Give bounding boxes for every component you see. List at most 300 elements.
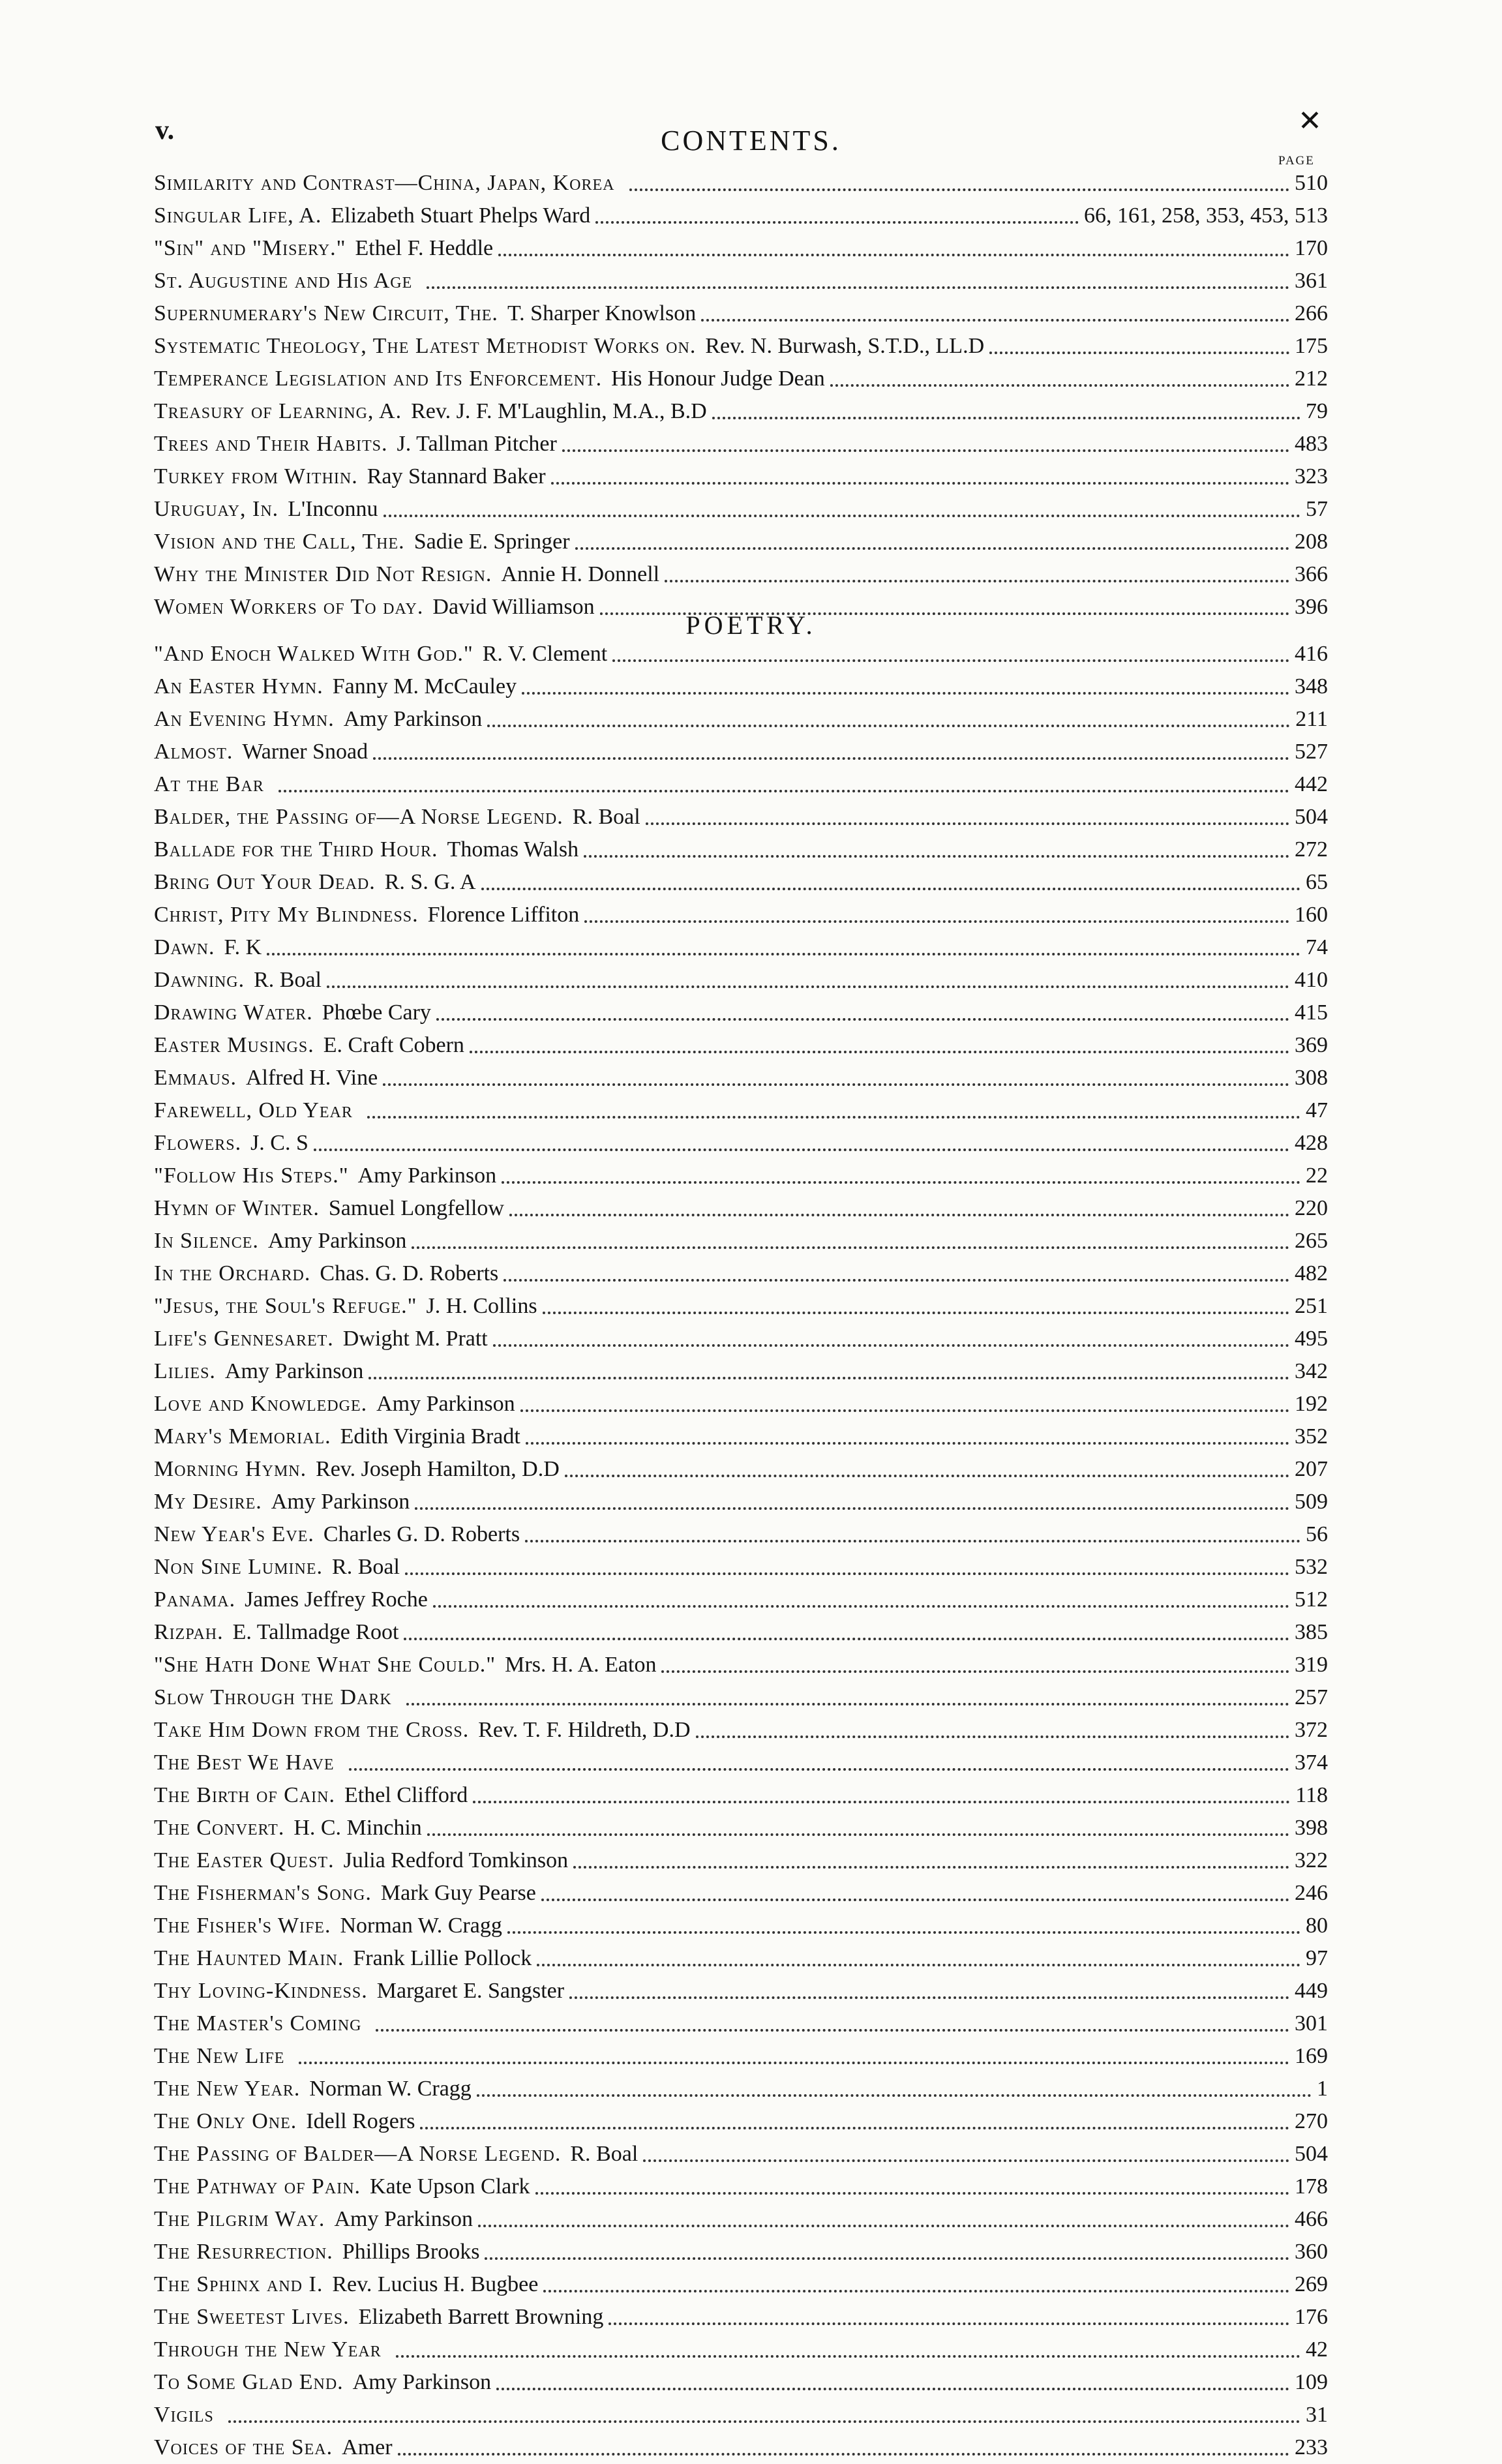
dot-leader	[537, 1964, 1300, 1966]
toc-entry	[154, 1747, 1328, 1779]
entry-page-number: 270	[1295, 2109, 1328, 2133]
toc-entry	[154, 167, 1328, 200]
entry-title: The New Life	[154, 2044, 285, 2068]
entry-title: Voices of the Sea.	[154, 2435, 333, 2459]
entry-page-number: 74	[1306, 935, 1328, 959]
entry-author: Rev. T. F. Hildreth, D.D	[478, 1718, 691, 1742]
toc-entry	[154, 1584, 1328, 1616]
toc-entry	[154, 1486, 1328, 1518]
entry-page-number: 65	[1306, 870, 1328, 894]
toc-entry	[154, 1551, 1328, 1584]
dot-leader	[646, 822, 1289, 825]
dot-leader	[478, 2225, 1289, 2227]
entry-author: F. K	[224, 935, 262, 959]
entry-title: Trees and Their Habits.	[154, 432, 388, 456]
entry-title: Thy Loving-Kindness.	[154, 1979, 368, 2003]
dot-leader	[661, 1670, 1289, 1673]
entry-page-number: 22	[1306, 1164, 1328, 1188]
toc-entry	[154, 2040, 1328, 2073]
entry-page-number: 410	[1295, 968, 1328, 992]
entry-author: Mark Guy Pearse	[380, 1881, 536, 1905]
toc-entry	[154, 1877, 1328, 1910]
entry-page-number: 176	[1295, 2305, 1328, 2329]
entry-page-number: 342	[1295, 1359, 1328, 1383]
entry-title: Rizpah.	[154, 1620, 224, 1644]
volume-number: v.	[155, 115, 175, 145]
dot-leader	[473, 1801, 1290, 1803]
entry-author: Norman W. Cragg	[309, 2077, 472, 2101]
toc-entry	[154, 363, 1328, 395]
toc-entry	[154, 558, 1328, 591]
entry-page-number: 416	[1295, 642, 1328, 666]
toc-entry	[154, 1355, 1328, 1388]
entry-author: J. Tallman Pitcher	[397, 432, 557, 456]
entry-page-number: 483	[1295, 432, 1328, 456]
entry-author: Ethel Clifford	[344, 1783, 468, 1807]
entry-title: Drawing Water.	[154, 1000, 313, 1025]
entry-author: Amy Parkinson	[357, 1164, 497, 1188]
entry-author: Samuel Longfellow	[328, 1196, 504, 1220]
entry-author: J. C. S	[250, 1131, 308, 1155]
poetry-contents-list	[154, 638, 1328, 2464]
dot-leader	[584, 855, 1289, 858]
entry-title: Dawning.	[154, 968, 245, 992]
entry-title: Lilies.	[154, 1359, 216, 1383]
entry-title: Take Him Down from the Cross.	[154, 1718, 470, 1742]
dot-leader	[502, 1181, 1300, 1184]
toc-entry	[154, 1192, 1328, 1225]
entry-author: Amy Parkinson	[376, 1392, 515, 1416]
toc-entry	[154, 460, 1328, 493]
dot-leader	[565, 1475, 1289, 1477]
entry-title: The Haunted Main.	[154, 1946, 344, 1970]
toc-entry	[154, 899, 1328, 931]
entry-page-number: 398	[1295, 1816, 1328, 1840]
toc-entry	[154, 330, 1328, 363]
dot-leader	[487, 725, 1290, 727]
dot-leader	[503, 1279, 1289, 1282]
toc-entry	[154, 1942, 1328, 1975]
entry-page-number: 385	[1295, 1620, 1328, 1644]
dot-leader	[278, 790, 1289, 792]
entry-page-number: 301	[1295, 2011, 1328, 2036]
dot-leader	[643, 2159, 1289, 2162]
entry-author: Amy Parkinson	[224, 1359, 364, 1383]
entry-title: In the Orchard.	[154, 1261, 311, 1285]
dot-leader	[427, 286, 1289, 289]
toc-entry	[154, 2431, 1328, 2464]
entry-page-number: 265	[1295, 1229, 1328, 1253]
entry-title: "Jesus, the Soul's Refuge."	[154, 1294, 417, 1318]
toc-entry	[154, 2073, 1328, 2105]
entry-page-number: 97	[1306, 1946, 1328, 1970]
dot-leader	[412, 1246, 1289, 1249]
entry-page-number: 442	[1295, 772, 1328, 796]
toc-entry	[154, 2203, 1328, 2236]
dot-leader	[696, 1735, 1289, 1738]
toc-entry	[154, 2007, 1328, 2040]
toc-entry	[154, 768, 1328, 801]
entry-page-number: 352	[1295, 1424, 1328, 1449]
toc-entry	[154, 736, 1328, 768]
entry-page-number: 57	[1306, 497, 1328, 521]
entry-author: Rev. Lucius H. Bugbee	[332, 2272, 539, 2296]
dot-leader	[427, 1833, 1289, 1836]
entry-title: Flowers.	[154, 1131, 242, 1155]
toc-entry	[154, 2236, 1328, 2268]
dot-leader	[551, 482, 1289, 485]
entry-title: Vigils	[154, 2403, 214, 2427]
toc-entry	[154, 964, 1328, 997]
entry-page-number: 372	[1295, 1718, 1328, 1742]
toc-entry	[154, 1257, 1328, 1290]
entry-page-number: 257	[1295, 1685, 1328, 1709]
toc-entry	[154, 1453, 1328, 1486]
entry-title: Almost.	[154, 740, 233, 764]
entry-title: Vision and the Call, The.	[154, 530, 405, 554]
dot-leader	[368, 1377, 1289, 1379]
entry-page-number: 348	[1295, 674, 1328, 699]
toc-entry	[154, 1649, 1328, 1681]
entry-title: Emmaus.	[154, 1066, 237, 1090]
entry-title: Dawn.	[154, 935, 215, 959]
entry-author: His Honour Judge Dean	[611, 367, 825, 391]
entry-page-number: 504	[1295, 2142, 1328, 2166]
dot-leader	[526, 1442, 1289, 1445]
toc-entry	[154, 866, 1328, 899]
toc-entry	[154, 2399, 1328, 2431]
entry-title: My Desire.	[154, 1490, 262, 1514]
entry-page-number: 323	[1295, 464, 1328, 488]
dot-leader	[575, 547, 1289, 550]
entry-title: "And Enoch Walked With God."	[154, 642, 473, 666]
entry-title: Uruguay, In.	[154, 497, 279, 521]
entry-title: Systematic Theology, The Latest Methodist Works on.	[154, 334, 697, 358]
dot-leader	[665, 580, 1289, 582]
toc-entry	[154, 232, 1328, 265]
entry-title: An Evening Hymn.	[154, 707, 335, 731]
entry-title: To Some Glad End.	[154, 2370, 344, 2394]
toc-entry	[154, 2334, 1328, 2366]
toc-entry	[154, 1062, 1328, 1094]
entry-title: The Fisherman's Song.	[154, 1881, 372, 1905]
entry-author: R. Boal	[572, 805, 640, 829]
dot-leader	[573, 1866, 1289, 1869]
entry-page-number: 360	[1295, 2240, 1328, 2264]
entry-author: Idell Rogers	[306, 2109, 415, 2133]
toc-entry	[154, 1779, 1328, 1812]
entry-title: Similarity and Contrast—China, Japan, Korea	[154, 171, 615, 195]
entry-author: R. S. G. A	[384, 870, 476, 894]
dot-leader	[535, 2192, 1289, 2195]
dot-leader	[541, 1899, 1289, 1901]
entry-author: Mrs. H. A. Eaton	[505, 1653, 657, 1677]
dot-leader	[396, 2355, 1300, 2358]
dot-leader	[496, 2388, 1289, 2390]
toc-entry	[154, 200, 1328, 232]
dot-leader	[520, 1409, 1289, 1412]
toc-entry	[154, 931, 1328, 964]
toc-entry	[154, 395, 1328, 428]
entry-page-number: 170	[1295, 236, 1328, 260]
entry-author: Rev. N. Burwash, S.T.D., LL.D	[705, 334, 985, 358]
dot-leader	[629, 188, 1290, 191]
entry-title: Morning Hymn.	[154, 1457, 307, 1481]
toc-entry	[154, 1714, 1328, 1747]
dot-leader	[404, 1638, 1289, 1640]
entry-page-number: 211	[1295, 707, 1328, 731]
dot-leader	[415, 1507, 1289, 1510]
dot-leader	[327, 985, 1289, 988]
entry-page-number: 272	[1295, 837, 1328, 862]
page-title: CONTENTS.	[661, 125, 841, 157]
toc-entry	[154, 1616, 1328, 1649]
entry-page-number: 192	[1295, 1392, 1328, 1416]
entry-author: L'Inconnu	[288, 497, 378, 521]
entry-page-number: 449	[1295, 1979, 1328, 2003]
dot-leader	[383, 1083, 1289, 1086]
entry-title: The Sweetest Lives.	[154, 2305, 350, 2329]
entry-page-number: 504	[1295, 805, 1328, 829]
dot-leader	[299, 2062, 1289, 2064]
entry-author: David Williamson	[432, 595, 595, 619]
entry-title: Turkey from Within.	[154, 464, 358, 488]
dot-leader	[367, 1116, 1300, 1119]
entry-title: The Fisher's Wife.	[154, 1914, 331, 1938]
dot-leader	[267, 953, 1300, 955]
dot-leader	[509, 1214, 1289, 1216]
entry-title: Farewell, Old Year	[154, 1098, 353, 1122]
dot-leader	[398, 2453, 1289, 2456]
entry-author: R. V. Clement	[482, 642, 608, 666]
entry-title: Ballade for the Third Hour.	[154, 837, 438, 862]
entry-page-number: 109	[1295, 2370, 1328, 2394]
entry-title: Women Workers of To day.	[154, 595, 424, 619]
dot-leader	[612, 659, 1289, 662]
entry-author: Alfred H. Vine	[245, 1066, 378, 1090]
entry-title: Mary's Memorial.	[154, 1424, 331, 1449]
toc-entry	[154, 703, 1328, 736]
entry-page-number: 532	[1295, 1555, 1328, 1579]
entry-page-number: 118	[1295, 1783, 1328, 1807]
dot-leader	[569, 1996, 1289, 1999]
entry-title: Bring Out Your Dead.	[154, 870, 376, 894]
entry-page-number: 169	[1295, 2044, 1328, 2068]
entry-author: Rev. Joseph Hamilton, D.D	[316, 1457, 560, 1481]
entry-title: An Easter Hymn.	[154, 674, 323, 699]
entry-author: T. Sharper Knowlson	[507, 301, 697, 325]
dot-leader	[584, 920, 1289, 923]
entry-author: Amy Parkinson	[271, 1490, 410, 1514]
toc-entry	[154, 834, 1328, 866]
entry-author: Amy Parkinson	[334, 2207, 473, 2231]
toc-entry	[154, 1290, 1328, 1323]
dot-leader	[543, 1312, 1289, 1314]
dot-leader	[405, 1572, 1289, 1575]
entry-author: J. H. Collins	[426, 1294, 537, 1318]
entry-title: The Convert.	[154, 1816, 285, 1840]
entry-page-number: 1	[1317, 2077, 1328, 2101]
entry-page-number: 207	[1295, 1457, 1328, 1481]
entry-page-number: 308	[1295, 1066, 1328, 1090]
entry-page-number: 495	[1295, 1327, 1328, 1351]
entry-page-number: 509	[1295, 1490, 1328, 1514]
toc-entry	[154, 2171, 1328, 2203]
toc-entry	[154, 2138, 1328, 2171]
entry-author: Kate Upson Clark	[370, 2174, 530, 2199]
toc-entry	[154, 1388, 1328, 1420]
entry-title: The Best We Have	[154, 1750, 335, 1775]
dot-leader	[543, 2290, 1289, 2292]
entry-page-number: 361	[1295, 269, 1328, 293]
entry-page-number: 319	[1295, 1653, 1328, 1677]
toc-entry	[154, 1225, 1328, 1257]
entry-page-number: 466	[1295, 2207, 1328, 2231]
dot-leader	[228, 2420, 1300, 2423]
entry-author: Dwight M. Pratt	[342, 1327, 488, 1351]
entry-title: The Pilgrim Way.	[154, 2207, 325, 2231]
toc-entry	[154, 1910, 1328, 1942]
entry-title: Temperance Legislation and Its Enforcement.	[154, 367, 603, 391]
entry-page-number: 56	[1306, 1522, 1328, 1546]
entry-author: Thomas Walsh	[447, 837, 579, 862]
entry-author: Sadie E. Springer	[413, 530, 570, 554]
entry-author: Florence Liffiton	[427, 903, 580, 927]
toc-entry	[154, 297, 1328, 330]
poetry-heading: POETRY.	[685, 610, 817, 640]
toc-entry	[154, 670, 1328, 703]
entry-title: Slow Through the Dark	[154, 1685, 392, 1709]
toc-entry	[154, 2268, 1328, 2301]
entry-page-number: 175	[1295, 334, 1328, 358]
entry-author: Phillips Brooks	[342, 2240, 480, 2264]
entry-page-number: 527	[1295, 740, 1328, 764]
entry-title: The Master's Coming	[154, 2011, 362, 2036]
entry-author: Amer	[342, 2435, 393, 2459]
entry-author: Rev. J. F. M'Laughlin, M.A., B.D	[411, 399, 707, 423]
entry-page-number: 47	[1306, 1098, 1328, 1122]
entry-page-number: 366	[1295, 562, 1328, 586]
toc-entry	[154, 997, 1328, 1029]
dot-leader	[406, 1703, 1289, 1705]
dot-leader	[493, 1344, 1289, 1347]
dot-leader	[481, 888, 1300, 890]
entry-author: Charles G. D. Roberts	[323, 1522, 520, 1546]
dot-leader	[525, 1540, 1300, 1542]
entry-author: Warner Snoad	[242, 740, 368, 764]
entry-title: New Year's Eve.	[154, 1522, 314, 1546]
entry-page-number: 251	[1295, 1294, 1328, 1318]
entry-author: R. Boal	[570, 2142, 638, 2166]
dot-leader	[989, 352, 1289, 354]
entry-title: The Easter Quest.	[154, 1848, 335, 1872]
dot-leader	[349, 1768, 1289, 1771]
dot-leader	[498, 254, 1289, 256]
entry-page-number: 246	[1295, 1881, 1328, 1905]
prose-contents-list	[154, 167, 1328, 624]
entry-page-number: 510	[1295, 171, 1328, 195]
entry-page-number: 482	[1295, 1261, 1328, 1285]
entry-page-number: 212	[1295, 367, 1328, 391]
toc-entry	[154, 1844, 1328, 1877]
entry-title: "She Hath Done What She Could."	[154, 1653, 496, 1677]
entry-title: At the Bar	[154, 772, 264, 796]
entry-title: St. Augustine and His Age	[154, 269, 413, 293]
toc-entry	[154, 2366, 1328, 2399]
entry-page-number: 178	[1295, 2174, 1328, 2199]
entry-page-number: 374	[1295, 1750, 1328, 1775]
entry-title: The New Year.	[154, 2077, 301, 2101]
toc-entry	[154, 526, 1328, 558]
entry-author: James Jeffrey Roche	[245, 1587, 428, 1612]
dot-leader	[477, 2094, 1312, 2097]
entry-author: Ethel F. Heddle	[355, 236, 494, 260]
entry-author: Ray Stannard Baker	[367, 464, 546, 488]
dot-leader	[595, 221, 1079, 224]
entry-title: Panama.	[154, 1587, 236, 1612]
dot-leader	[522, 692, 1289, 695]
entry-title: Christ, Pity My Blindness.	[154, 903, 419, 927]
entry-title: The Only One.	[154, 2109, 297, 2133]
entry-author: Edith Virginia Bradt	[340, 1424, 520, 1449]
entry-page-number: 160	[1295, 903, 1328, 927]
entry-author: Margaret E. Sangster	[376, 1979, 565, 2003]
entry-title: Why the Minister Did Not Resign.	[154, 562, 492, 586]
entry-title: Through the New Year	[154, 2337, 382, 2362]
entry-title: Life's Gennesaret.	[154, 1327, 334, 1351]
entry-author: R. Boal	[332, 1555, 400, 1579]
toc-entry	[154, 265, 1328, 297]
entry-title: Singular Life, A.	[154, 203, 322, 228]
entry-author: R. Boal	[254, 968, 322, 992]
entry-page-number: 369	[1295, 1033, 1328, 1057]
dot-leader	[376, 2029, 1289, 2032]
entry-title: The Resurrection.	[154, 2240, 333, 2264]
dot-leader	[485, 2257, 1289, 2260]
toc-entry	[154, 1518, 1328, 1551]
toc-entry	[154, 638, 1328, 670]
entry-author: Fanny M. McCauley	[332, 674, 517, 699]
toc-entry	[154, 428, 1328, 460]
entry-page-number: 322	[1295, 1848, 1328, 1872]
dot-leader	[562, 449, 1289, 452]
entry-title: "Sin" and "Misery."	[154, 236, 346, 260]
dot-leader	[383, 515, 1301, 517]
toc-entry	[154, 1812, 1328, 1844]
toc-entry	[154, 1029, 1328, 1062]
entry-page-number: 220	[1295, 1196, 1328, 1220]
entry-author: Phœbe Cary	[322, 1000, 431, 1025]
entry-page-number: 266	[1295, 301, 1328, 325]
entry-page-number: 42	[1306, 2337, 1328, 2362]
dot-leader	[420, 2127, 1289, 2129]
entry-page-number: 428	[1295, 1131, 1328, 1155]
toc-entry	[154, 1681, 1328, 1714]
entry-page-number: 208	[1295, 530, 1328, 554]
entry-author: H. C. Minchin	[293, 1816, 422, 1840]
toc-entry	[154, 493, 1328, 526]
entry-title: In Silence.	[154, 1229, 259, 1253]
entry-title: Balder, the Passing of—A Norse Legend.	[154, 805, 563, 829]
dot-leader	[470, 1051, 1289, 1053]
entry-page-number: 31	[1306, 2403, 1328, 2427]
dot-leader	[507, 1931, 1300, 1934]
entry-author: Annie H. Donnell	[501, 562, 660, 586]
toc-entry	[154, 1094, 1328, 1127]
toc-entry	[154, 1127, 1328, 1160]
toc-entry	[154, 1160, 1328, 1192]
entry-author: Norman W. Cragg	[340, 1914, 502, 1938]
